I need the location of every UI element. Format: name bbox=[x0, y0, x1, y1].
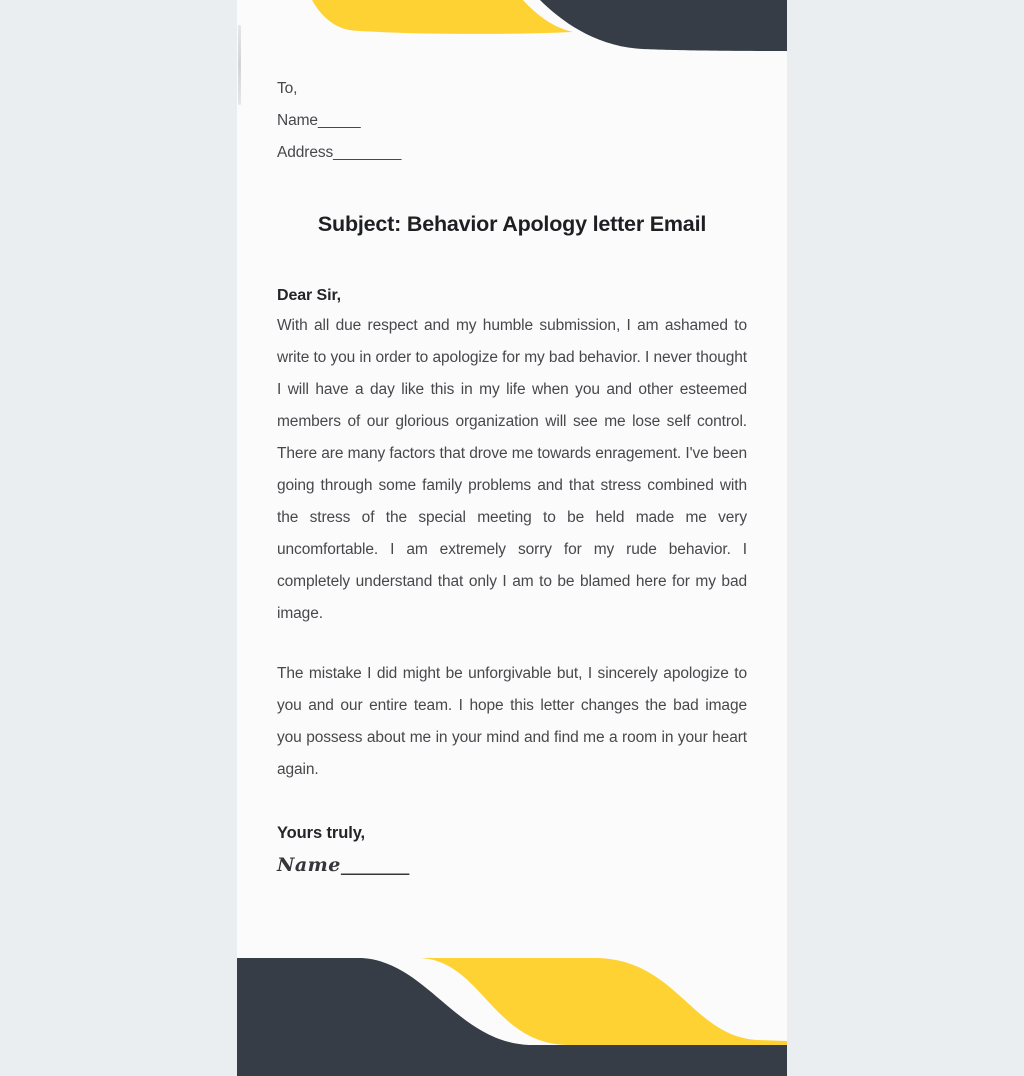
header-decoration bbox=[237, 0, 787, 55]
header-dark-wave-shape bbox=[540, 0, 787, 51]
page-edge-scroll-indicator bbox=[238, 25, 241, 105]
closing-line: Yours truly, bbox=[277, 824, 366, 842]
signature-name-script: Name bbox=[277, 854, 341, 876]
signature-block bbox=[277, 848, 747, 884]
recipient-to-line: To, bbox=[277, 80, 298, 97]
footer-decoration bbox=[237, 958, 787, 1076]
body-paragraph-1: With all due respect and my humble submission, I am ashamed to write to you in order to apologize for my bad behavior. I never thought I will have a day like this in my life when you and other esteemed members of our glorious organization will see me lose self control. There are many factors that drove me towards enragement. I've been going through some family problems and that stress combined with the stress of the special meeting to be held made me very uncomfortable. I am extremely sorry for my rude behavior. I completely understand that only I am to be blamed here for my bad image. bbox=[277, 317, 747, 622]
header-yellow-wave-shape bbox=[312, 0, 573, 34]
letter-page bbox=[237, 0, 787, 1076]
signature-underscore-line: __________ bbox=[340, 856, 409, 875]
recipient-name-line: Name_____ bbox=[277, 112, 361, 129]
body-paragraph-2: The mistake I did might be unforgivable but, I sincerely apologize to you and our entire team. I hope this letter changes the bad image you possess about me in your mind and find me a room in your heart again. bbox=[277, 665, 747, 778]
subject-heading: Subject: Behavior Apology letter Email bbox=[317, 212, 707, 236]
salutation: Dear Sir, bbox=[277, 287, 342, 304]
recipient-block bbox=[277, 73, 747, 169]
recipient-address-line: Address________ bbox=[277, 144, 402, 161]
